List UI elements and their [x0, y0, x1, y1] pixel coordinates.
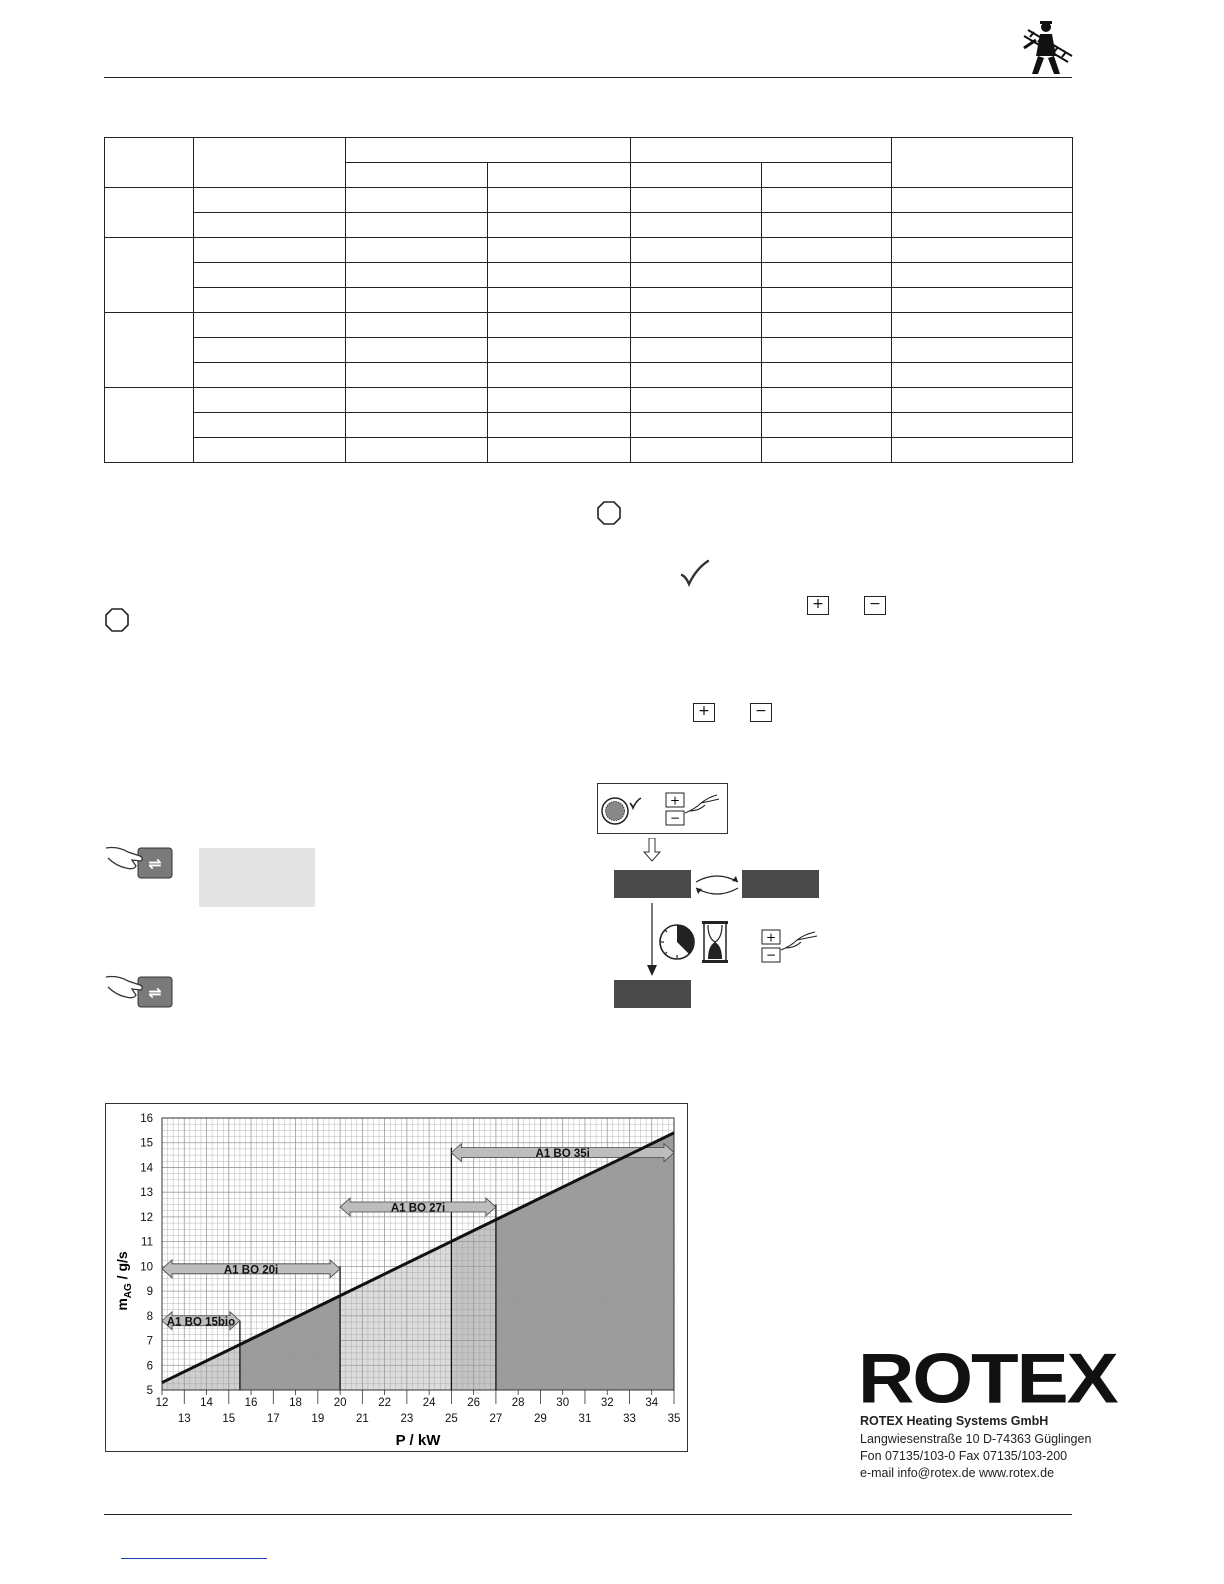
table-row — [105, 238, 1073, 263]
checkmark-icon — [680, 559, 710, 587]
y-tick-label: 14 — [140, 1162, 153, 1175]
table-header-row — [105, 138, 1073, 163]
hand-press-button-icon — [104, 842, 174, 882]
y-tick-label: 15 — [140, 1137, 153, 1150]
x-tick-label: 31 — [578, 1413, 592, 1425]
x-tick-label: 27 — [489, 1413, 503, 1425]
svg-text:+: + — [765, 930, 777, 945]
y-tick-label: 6 — [146, 1360, 153, 1373]
x-tick-label: 24 — [422, 1397, 436, 1409]
x-tick-label: 26 — [467, 1397, 481, 1409]
minus-button-icon: − — [750, 703, 772, 722]
rotex-logo: ROTEX — [858, 1338, 1117, 1418]
status-box — [742, 870, 819, 898]
y-axis-label: $m_{AG} / g/s$ — [114, 1251, 134, 1311]
header-rule — [104, 77, 1072, 78]
x-tick-label: 29 — [534, 1413, 547, 1425]
swap-arrows-icon — [690, 872, 744, 898]
x-tick-label: 17 — [266, 1413, 280, 1425]
y-tick-label: 7 — [146, 1335, 153, 1348]
y-tick-label: 11 — [141, 1236, 153, 1249]
footer-rule — [104, 1514, 1072, 1515]
svg-text:⇌: ⇌ — [148, 983, 162, 1002]
plus-minus-hand-icon — [761, 928, 823, 966]
status-box — [614, 870, 691, 898]
x-tick-label: 16 — [244, 1397, 258, 1409]
y-tick-label: 16 — [140, 1113, 153, 1125]
table-row — [105, 288, 1073, 313]
table-row — [105, 188, 1073, 213]
range-label: A1 BO 27i — [390, 1202, 446, 1215]
svg-text:−: − — [765, 948, 777, 962]
company-name: ROTEX Heating Systems GmbH — [860, 1414, 1049, 1428]
down-arrow-icon — [642, 838, 662, 862]
exhaust-mass-flow-chart — [105, 1103, 688, 1452]
y-tick-label: 5 — [146, 1385, 153, 1397]
svg-text:⇌: ⇌ — [148, 854, 162, 873]
x-tick-label: 33 — [623, 1413, 636, 1425]
y-tick-label: 13 — [140, 1187, 153, 1200]
x-tick-label: 35 — [667, 1413, 681, 1425]
x-tick-label: 20 — [333, 1397, 347, 1409]
x-tick-label: 12 — [155, 1397, 169, 1409]
octagon-icon — [597, 501, 621, 525]
octagon-icon — [105, 608, 129, 632]
plus-button-icon: + — [693, 703, 715, 722]
x-tick-label: 19 — [311, 1413, 325, 1425]
plus-button-icon: + — [807, 596, 829, 615]
x-tick-label: 25 — [444, 1413, 458, 1425]
company-contact: e-mail info@rotex.de www.rotex.de — [860, 1466, 1055, 1480]
range-label: A1 BO 35i — [535, 1148, 590, 1161]
chimney-sweep-icon — [1018, 18, 1074, 78]
range-label: A1 BO 15bio — [166, 1316, 236, 1329]
x-tick-label: 34 — [645, 1397, 659, 1409]
table-row — [105, 313, 1073, 338]
plus-minus-hand-icon — [665, 791, 725, 829]
hand-press-button-icon — [104, 971, 174, 1011]
data-table — [104, 137, 1073, 463]
table-row — [105, 263, 1073, 288]
y-tick-label: 10 — [140, 1261, 153, 1274]
x-tick-label: 21 — [355, 1413, 369, 1425]
x-tick-label: 28 — [511, 1397, 525, 1409]
x-tick-label: 30 — [556, 1397, 570, 1409]
table-row — [105, 388, 1073, 413]
company-phone: Fon 07135/103-0 Fax 07135/103-200 — [860, 1449, 1068, 1463]
x-tick-label: 15 — [222, 1413, 236, 1425]
x-tick-label: 23 — [400, 1413, 414, 1425]
hourglass-icon — [700, 920, 730, 964]
display-panel — [199, 848, 315, 907]
y-tick-label: 12 — [140, 1211, 153, 1224]
company-address: Langwiesenstraße 10 D-74363 Güglingen — [860, 1432, 1092, 1446]
x-tick-label: 14 — [200, 1397, 213, 1409]
footer-link-underline[interactable] — [121, 1558, 267, 1559]
x-tick-label: 32 — [600, 1397, 614, 1409]
y-tick-label: 9 — [146, 1286, 153, 1299]
table-row — [105, 413, 1073, 438]
table-row — [105, 438, 1073, 463]
table-row — [105, 363, 1073, 388]
minus-button-icon: − — [864, 596, 886, 615]
x-tick-label: 22 — [378, 1397, 392, 1409]
status-box — [614, 980, 691, 1008]
table-row — [105, 338, 1073, 363]
x-axis-label: P / kW — [395, 1432, 441, 1449]
dial-check-icon — [600, 795, 642, 827]
svg-text:+: + — [669, 793, 681, 808]
table-row — [105, 213, 1073, 238]
x-tick-label: 13 — [177, 1413, 191, 1425]
x-tick-label: 18 — [289, 1397, 302, 1409]
clock-icon — [657, 922, 697, 962]
range-label: A1 BO 20i — [223, 1264, 279, 1277]
svg-text:−: − — [669, 811, 681, 825]
y-tick-label: 8 — [146, 1310, 153, 1323]
